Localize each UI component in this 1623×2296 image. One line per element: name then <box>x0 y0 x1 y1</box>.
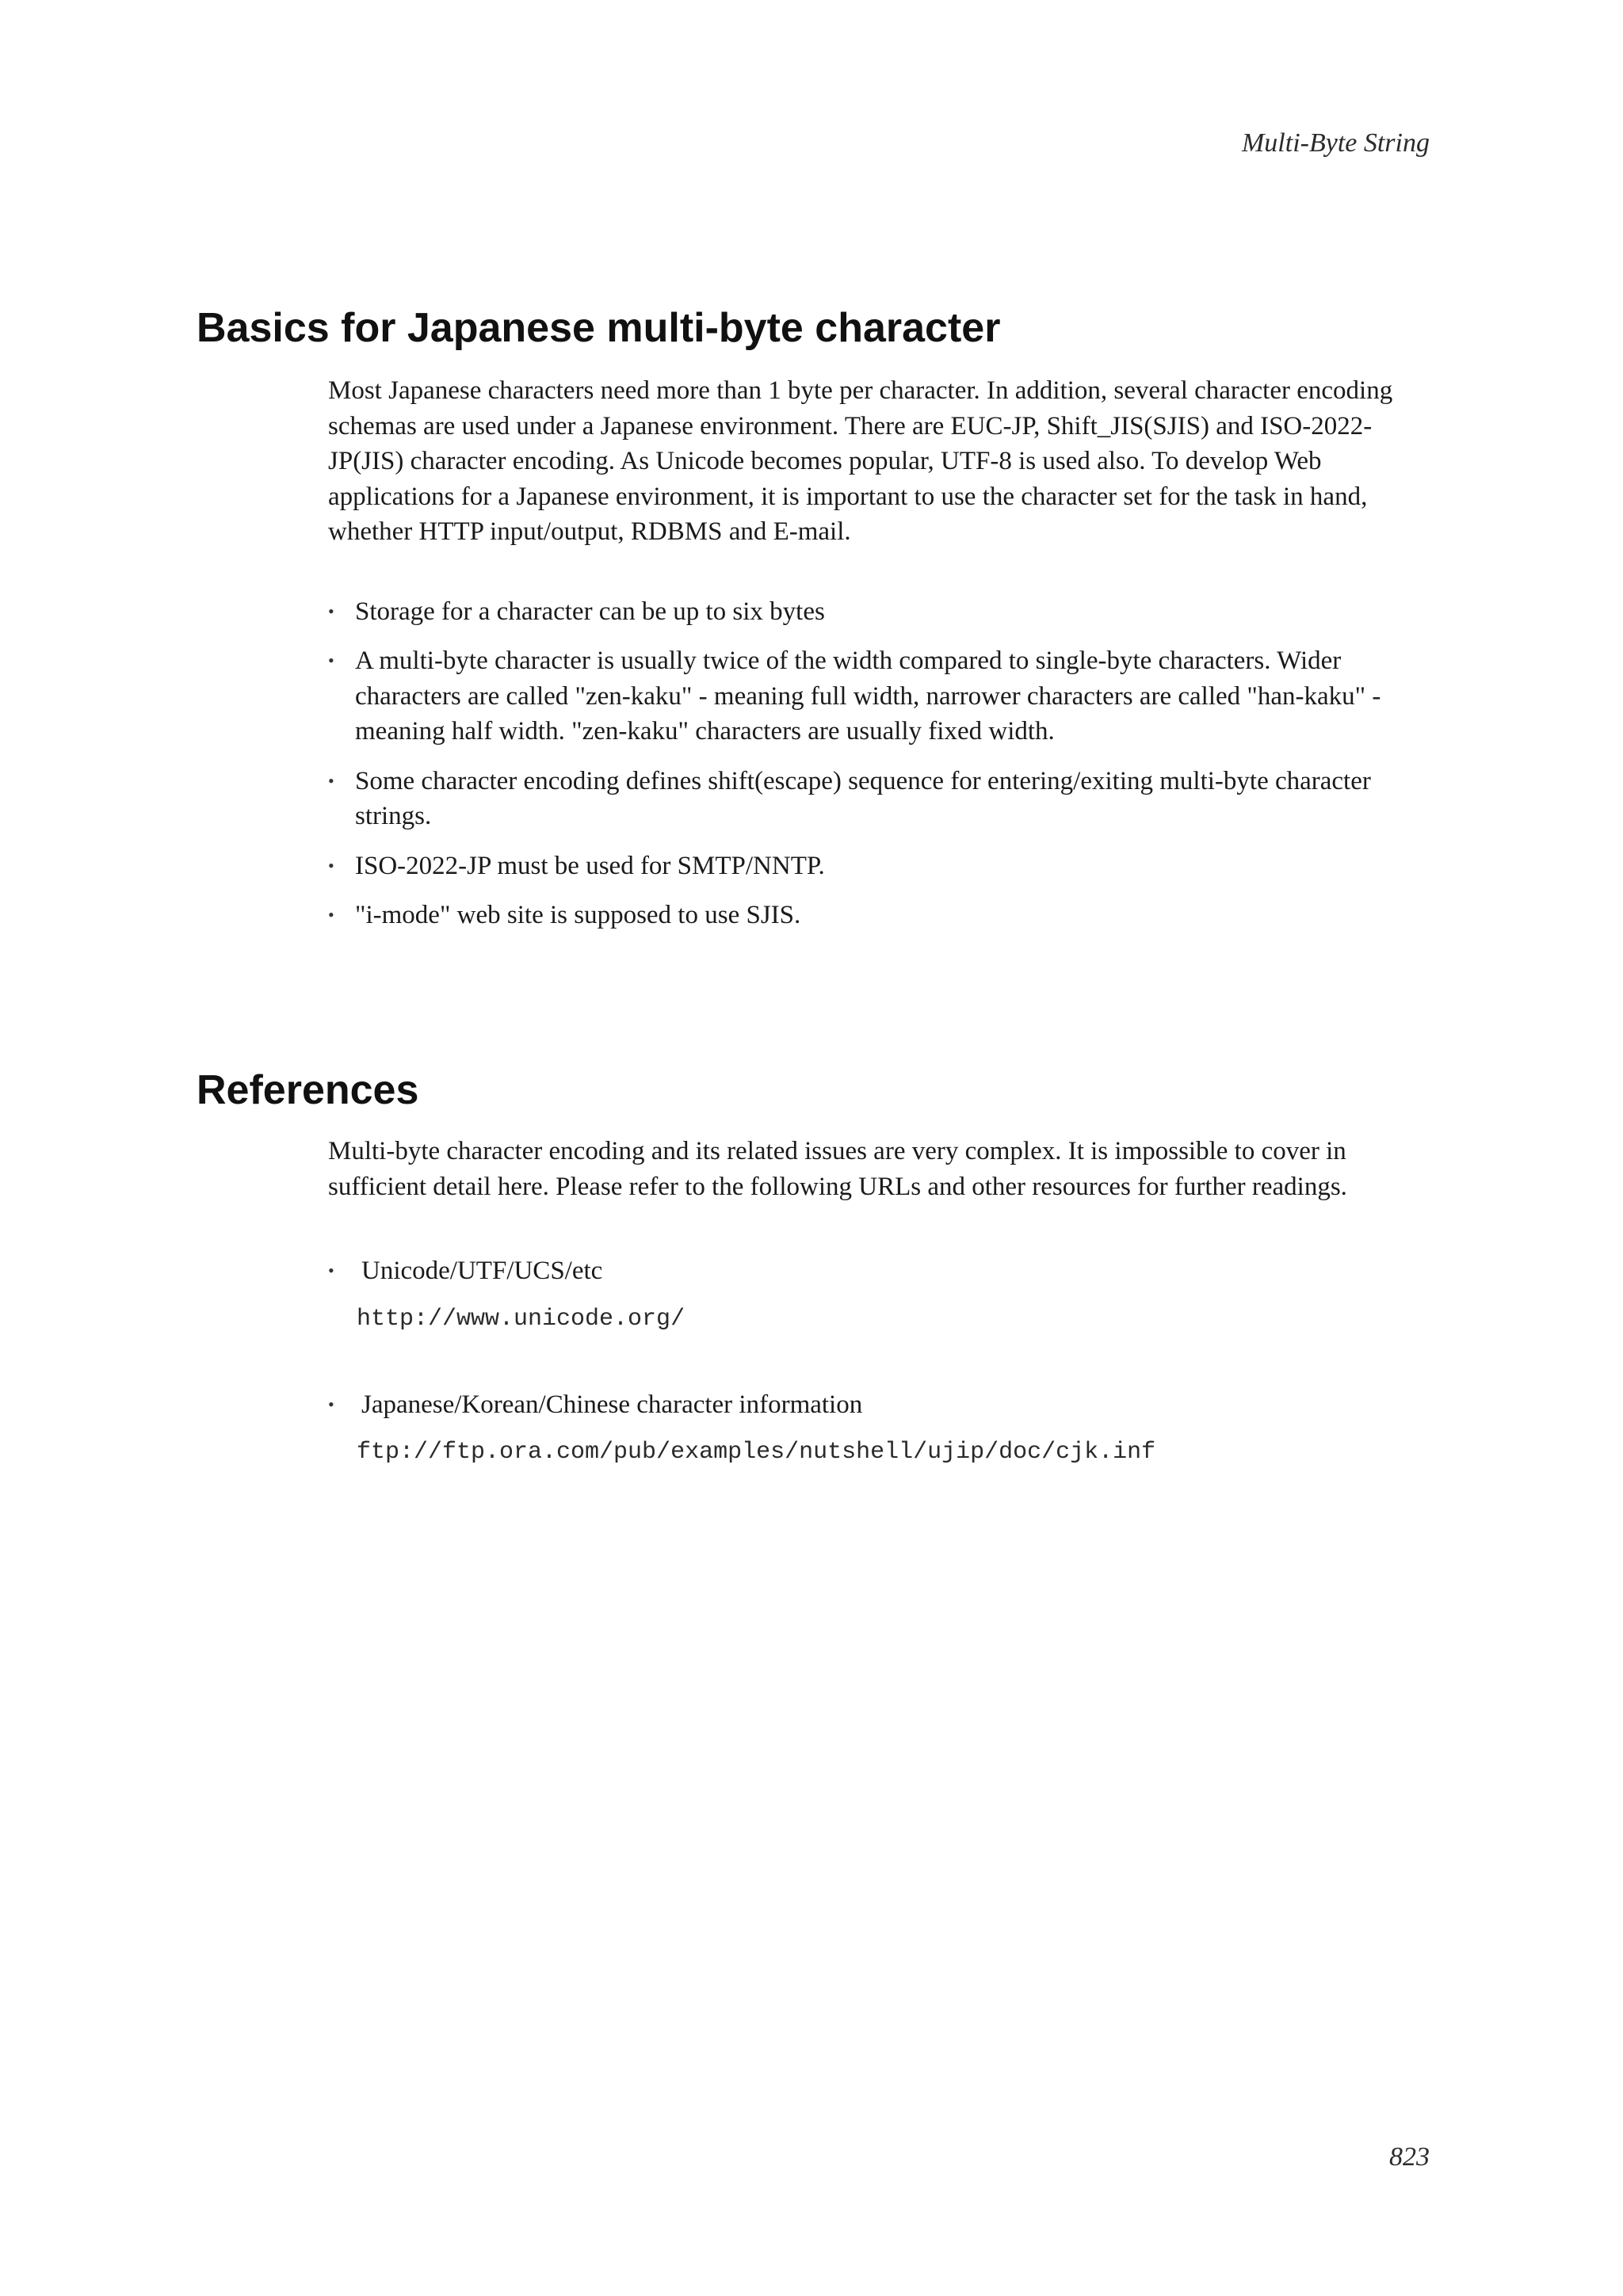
basics-paragraph: Most Japanese characters need more than 1 byte per character. In addition, several character encoding schemas are used under a Japanese environment. There are EUC-JP, Shift_JIS(SJIS) and ISO-2022-JP(JIS) character encoding. As Unicode becomes popular, UTF-8 is used also. To develop Web applications for a Japanese environment, it is important to use the character set for the task in hand, whether HTTP input/output, RDBMS and E-mail. <box>328 376 1393 546</box>
bullet-icon: • <box>328 1261 334 1280</box>
reference-url[interactable]: http://www.unicode.org/ <box>357 1305 685 1333</box>
list-item <box>328 643 1438 749</box>
reference-label: Japanese/Korean/Chinese character information <box>361 1390 863 1419</box>
section-heading-references: References <box>197 1067 419 1113</box>
reference-item <box>328 1387 1438 1470</box>
basics-bullet-list <box>328 594 1438 933</box>
reference-list <box>328 1253 1438 1470</box>
basics-section-body <box>328 373 1438 948</box>
bullet-icon: • <box>328 770 334 791</box>
list-item <box>328 849 1438 884</box>
bullet-icon: • <box>328 1394 334 1414</box>
references-section-body <box>328 1134 1438 1470</box>
list-item-text: "i-mode" web site is supposed to use SJIS. <box>355 901 801 929</box>
list-item <box>328 594 1438 630</box>
reference-url[interactable]: ftp://ftp.ora.com/pub/examples/nutshell/ujip/doc/cjk.inf <box>357 1439 1156 1466</box>
list-item <box>328 898 1438 933</box>
list-item-text: Storage for a character can be up to six bytes <box>355 597 825 626</box>
bullet-icon: • <box>328 601 334 621</box>
bullet-icon: • <box>328 855 334 875</box>
section-heading-basics: Basics for Japanese multi-byte character <box>197 305 1001 351</box>
list-item <box>328 764 1438 834</box>
list-item-text: Some character encoding defines shift(escape) sequence for entering/exiting multi-byte character strings. <box>355 766 1371 830</box>
references-paragraph: Multi-byte character encoding and its related issues are very complex. It is impossible to cover in sufficient detail here. Please refer to the following URLs and other resources for further readings. <box>328 1137 1347 1201</box>
reference-label: Unicode/UTF/UCS/etc <box>361 1257 603 1285</box>
running-header: Multi-Byte String <box>1241 128 1430 158</box>
page-number: 823 <box>1389 2142 1430 2172</box>
list-item-text: A multi-byte character is usually twice of the width compared to single-byte characters. Wider characters are called "zen-kaku" - meaning full width, narrower characters are called "han-kaku" - meaning half width. "zen-kaku" characters are usually fixed width. <box>355 646 1381 746</box>
reference-item <box>328 1253 1438 1337</box>
bullet-icon: • <box>328 905 334 925</box>
bullet-icon: • <box>328 650 334 670</box>
list-item-text: ISO-2022-JP must be used for SMTP/NNTP. <box>355 851 825 880</box>
